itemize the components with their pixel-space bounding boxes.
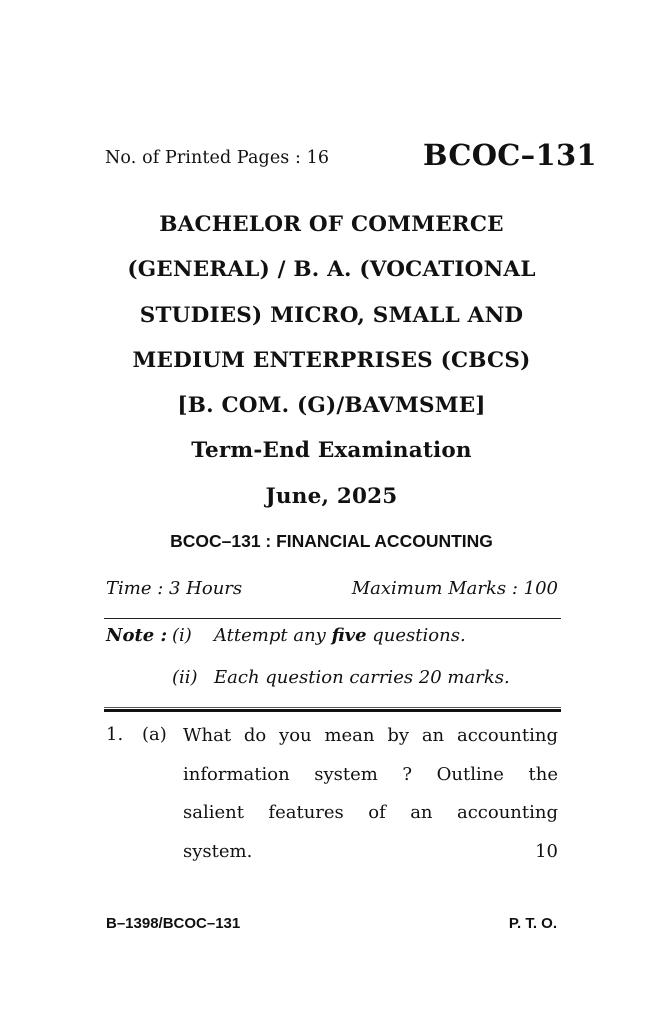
course-title: BCOC–131 : FINANCIAL ACCOUNTING (170, 531, 493, 551)
note-item-number: (i) (172, 625, 192, 646)
question-text-line: information system ? Outline the (183, 764, 558, 785)
exam-name: Term-End Examination (191, 438, 472, 463)
programme-title-line-1: BACHELOR OF COMMERCE (159, 212, 504, 237)
please-turn-over: P. T. O. (508, 915, 557, 932)
double-rule-bottom (104, 709, 561, 712)
divider-rule (104, 618, 561, 619)
note-label: Note : (106, 625, 168, 646)
note-item-number: (ii) (172, 667, 198, 688)
double-rule-top (104, 707, 561, 708)
question-number: 1. (106, 724, 124, 745)
note-text-part: Attempt any (214, 625, 332, 646)
note-text-part: questions. (366, 625, 466, 646)
question-text-line: What do you mean by an accounting (183, 725, 558, 746)
printed-pages-count: No. of Printed Pages : 16 (105, 148, 330, 168)
exam-duration: Time : 3 Hours (106, 578, 243, 599)
programme-title-line-3: STUDIES) MICRO, SMALL AND (139, 303, 524, 328)
paper-code: BCOC–131 (423, 138, 597, 172)
exam-session: June, 2025 (265, 484, 398, 509)
question-marks: 10 (535, 841, 558, 862)
programme-title-line-4: MEDIUM ENTERPRISES (CBCS) (132, 348, 531, 373)
maximum-marks: Maximum Marks : 100 (351, 578, 558, 599)
question-text-line: system. (183, 841, 253, 862)
question-text-line: salient features of an accounting (183, 802, 558, 823)
programme-title-line-2: (GENERAL) / B. A. (VOCATIONAL (127, 257, 536, 282)
footer-paper-code: B–1398/BCOC–131 (106, 915, 241, 932)
note-item-text (214, 625, 466, 646)
note-text-emphasis: five (331, 625, 367, 646)
question-part-label: (a) (142, 724, 167, 745)
programme-code-line: [B. COM. (G)/BAVMSME] (177, 393, 486, 418)
note-item-text: Each question carries 20 marks. (214, 667, 510, 688)
